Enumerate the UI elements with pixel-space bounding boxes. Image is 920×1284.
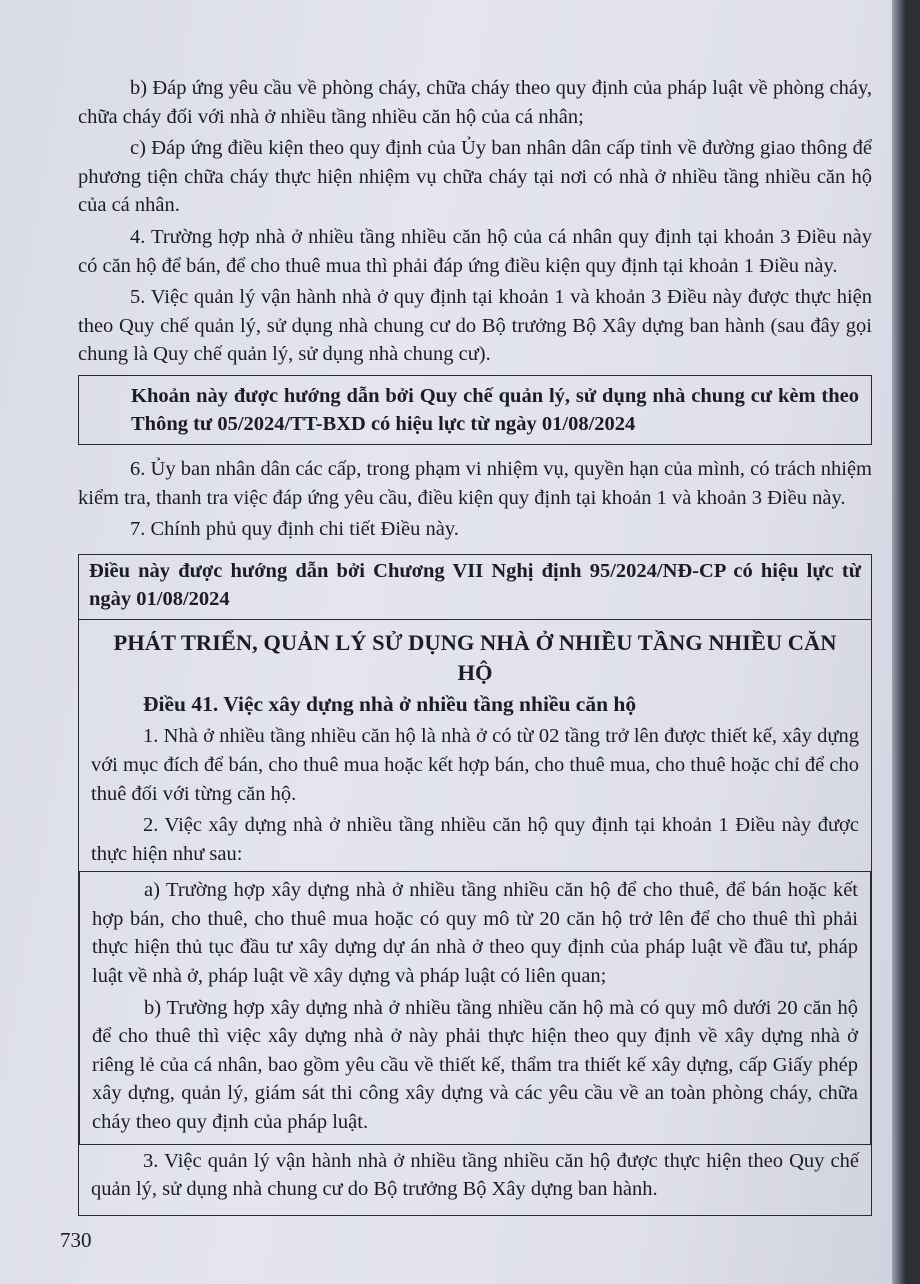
guide-box-body: [79, 619, 871, 1204]
guide-box-header: Điều này được hướng dẫn bởi Chương VII Nghị định 95/2024/NĐ-CP có hiệu lực từ ngày 01/08/2024: [89, 559, 861, 610]
page-number: 730: [60, 1228, 92, 1252]
paragraph-7: 7. Chính phủ quy định chi tiết Điều này.: [130, 518, 459, 541]
section-title: PHÁT TRIỂN, QUẢN LÝ SỬ DỤNG NHÀ Ở NHIỀU TẦNG NHIỀU CĂN HỘ: [113, 629, 837, 685]
guidance-note-text: Khoản này được hướng dẫn bởi Quy chế quản lý, sử dụng nhà chung cư kèm theo Thông tư 05/2024/TT-BXD có hiệu lực từ ngày 01/08/2024: [131, 384, 859, 435]
paragraph-6: 6. Ủy ban nhân dân các cấp, trong phạm vi nhiệm vụ, quyền hạn của mình, có trách nhiệm kiểm tra, thanh tra việc đáp ứng yêu cầu, điều kiện quy định tại khoản 1 và khoản 3 Điều này.: [78, 457, 872, 509]
article-clause-3: 3. Việc quản lý vận hành nhà ở nhiều tầng nhiều căn hộ được thực hiện theo Quy chế quản lý, sử dụng nhà chung cư do Bộ trưởng Bộ Xây dựng ban hành.: [91, 1149, 859, 1201]
paragraph-c: c) Đáp ứng điều kiện theo quy định của Ủy ban nhân dân cấp tỉnh về đường giao thông để phương tiện chữa cháy thực hiện nhiệm vụ chữa cháy tại nơi có nhà ở nhiều tầng nhiều căn hộ của cá nhân.: [78, 137, 872, 217]
guidance-note-box: [78, 375, 872, 445]
article-clause-1: 1. Nhà ở nhiều tầng nhiều căn hộ là nhà ở có từ 02 tầng trở lên được thiết kế, xây dựng với mục đích để bán, cho thuê mua hoặc kết hợp bán, cho thuê mua, cho thuê hoặc chỉ để cho thuê đối với từng căn hộ.: [91, 725, 859, 805]
article-clause-2b: b) Trường hợp xây dựng nhà ở nhiều tầng nhiều căn hộ mà có quy mô dưới 20 căn hộ để cho thuê thì việc xây dựng nhà ở này phải thực hiện theo quy định về xây dựng nhà ở riêng lẻ của cá nhân, bao gồm yêu cầu về thiết kế, thẩm tra thiết kế xây dựng, cấp Giấy phép xây dựng, quản lý, giám sát thi công xây dựng và các yêu cầu về an toàn phòng cháy, chữa cháy theo quy định của pháp luật.: [92, 996, 858, 1134]
paragraph-5: 5. Việc quản lý vận hành nhà ở quy định tại khoản 1 và khoản 3 Điều này được thực hiện theo Quy chế quản lý, sử dụng nhà chung cư do Bộ trưởng Bộ Xây dựng ban hành (sau đây gọi chung là Quy chế quản lý, sử dụng nhà chung cư).: [78, 286, 872, 366]
clause-2-points-box: [79, 871, 871, 1144]
paragraph-4: 4. Trường hợp nhà ở nhiều tầng nhiều căn hộ của cá nhân quy định tại khoản 3 Điều này có căn hộ để bán, để cho thuê mua thì phải đáp ứng điều kiện quy định tại khoản 1 Điều này.: [78, 225, 872, 277]
paragraph-b: b) Đáp ứng yêu cầu về phòng cháy, chữa cháy theo quy định của pháp luật về phòng cháy, chữa cháy đối với nhà ở nhiều tầng nhiều căn hộ của cá nhân;: [78, 77, 872, 128]
guide-box: [78, 554, 872, 1216]
article-title: Điều 41. Việc xây dựng nhà ở nhiều tầng nhiều căn hộ: [143, 691, 637, 716]
page-edge: [892, 0, 906, 1284]
page-content: [78, 74, 872, 1216]
article-clause-2: 2. Việc xây dựng nhà ở nhiều tầng nhiều căn hộ quy định tại khoản 1 Điều này được thực hiện như sau:: [91, 814, 859, 865]
article-clause-2a: a) Trường hợp xây dựng nhà ở nhiều tầng nhiều căn hộ để cho thuê, để bán hoặc kết hợp bán, cho thuê, cho thuê mua hoặc có quy mô từ 20 căn hộ trở lên để cho thuê thì phải thực hiện thủ tục đầu tư xây dựng dự án nhà ở theo quy định của pháp luật về đầu tư, pháp luật về nhà ở, pháp luật về xây dựng và pháp luật có liên quan;: [92, 879, 858, 988]
